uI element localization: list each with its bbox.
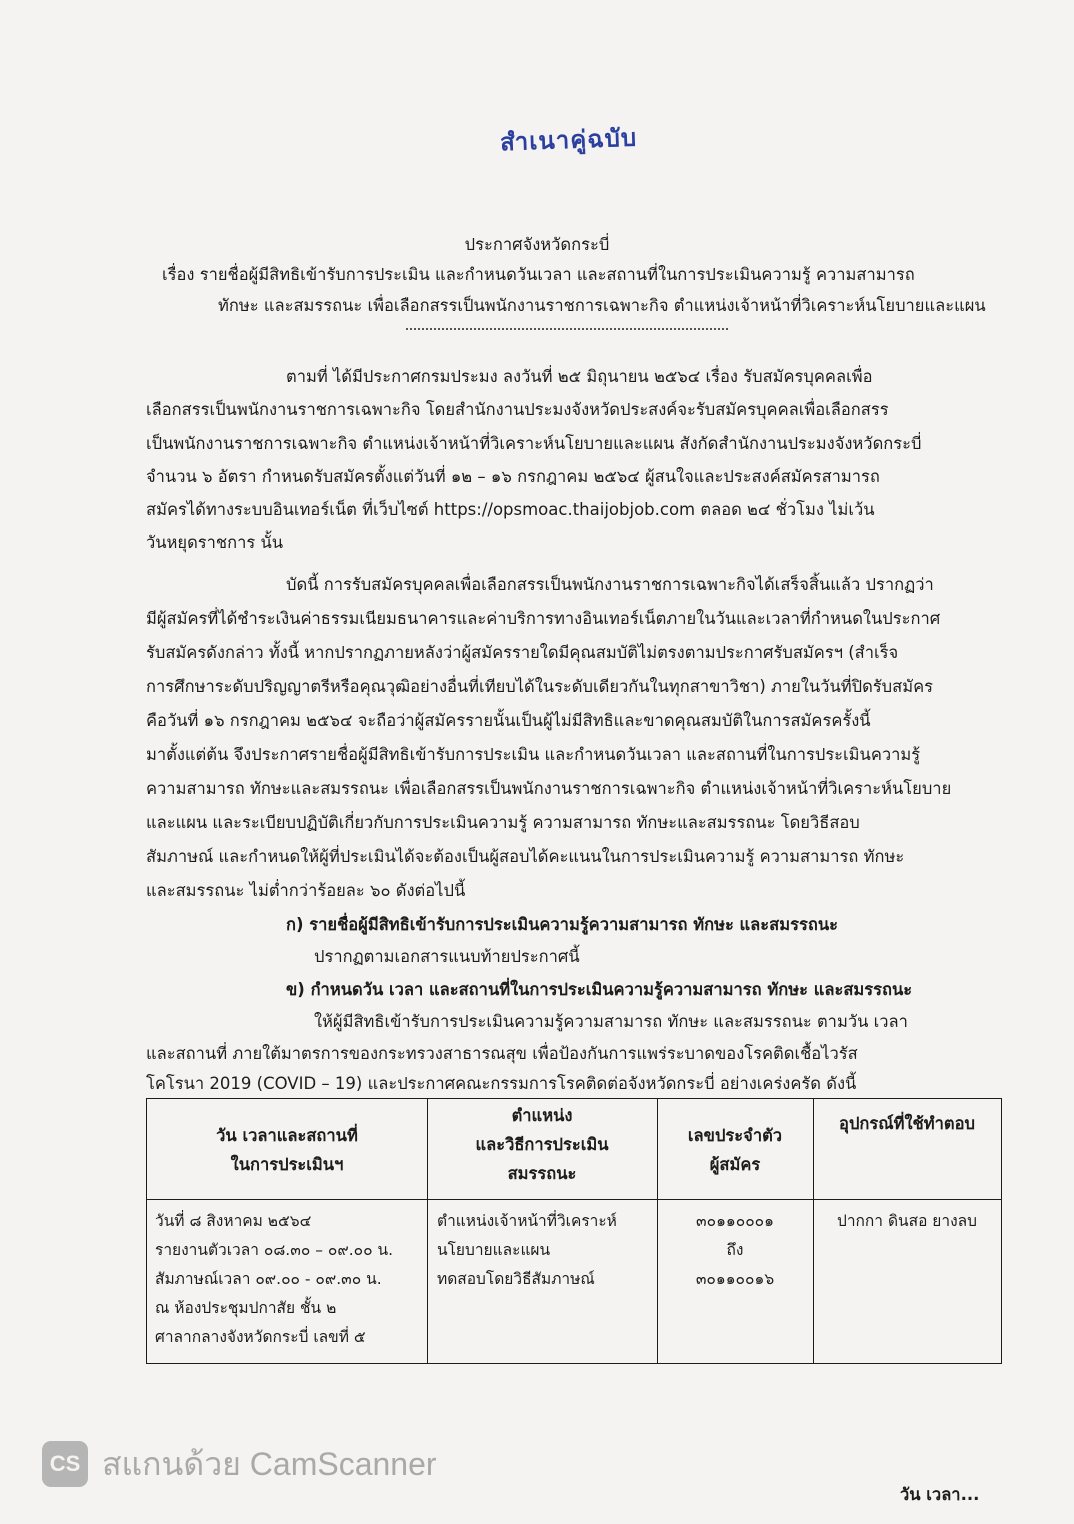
- table-header-applicant-id: เลขประจำตัว ผู้สมัคร: [687, 1126, 783, 1174]
- item-b-line: โคโรนา 2019 (COVID – 19) และประกาศคณะกรรมการโรคติดต่อจังหวัดกระบี่ อย่างเคร่งครัด ดังนี้: [146, 1074, 857, 1093]
- para2-line: รับสมัครดังกล่าว ทั้งนี้ หากปรากฏภายหลังว่าผู้สมัครรายใดมีคุณสมบัติไม่ตรงตามประกาศรับสมัครฯ (สำเร็จ: [146, 643, 899, 662]
- para2-line: สัมภาษณ์ และกำหนดให้ผู้ที่ประเมินได้จะต้องเป็นผู้สอบได้คะแนนในการประเมินความรู้ ความสามารถ ทักษะ: [146, 847, 905, 866]
- para1-line: สมัครได้ทางระบบอินเทอร์เน็ต ที่เว็บไซต์ https://opsmoac.thaijobjob.com ตลอด ๒๔ ชั่วโมง ไม่เว้น: [146, 500, 875, 519]
- table-header-equipment: อุปกรณ์ที่ใช้ทำตอบ: [839, 1114, 975, 1133]
- table-cell-datetime: วันที่ ๘ สิงหาคม ๒๕๖๔ รายงานตัวเวลา ๐๘.๓๐ – ๐๙.๐๐ น. สัมภาษณ์เวลา ๐๙.๐๐ - ๐๙.๓๐ น. ณ ห้องประชุมปกาสัย ชั้น ๒ ศาลากลางจังหวัดกระบี่ เลขที่ ๕: [155, 1212, 393, 1346]
- item-a-detail: ปรากฏตามเอกสารแนบท้ายประกาศนี้: [314, 947, 580, 966]
- next-page-continuation: วัน เวลา...: [900, 1485, 980, 1504]
- dotted-divider: [406, 328, 728, 330]
- para2-line: บัดนี้ การรับสมัครบุคคลเพื่อเลือกสรรเป็นพนักงานราชการเฉพาะกิจได้เสร็จสิ้นแล้ว ปรากฏว่า: [286, 575, 934, 594]
- schedule-table: [146, 1098, 1002, 1364]
- para1-line: เลือกสรรเป็นพนักงานราชการเฉพาะกิจ โดยสำนักงานประมงจังหวัดประสงค์จะรับสมัครบุคคลเพื่อเลือกสรร: [146, 400, 889, 419]
- table-cell-position: ตำแหน่งเจ้าหน้าที่วิเคราะห์ นโยบายและแผน ทดสอบโดยวิธีสัมภาษณ์: [437, 1212, 617, 1288]
- copy-stamp: สำเนาคู่ฉบับ: [499, 122, 638, 157]
- item-a-heading: ก) รายชื่อผู้มีสิทธิเข้ารับการประเมินความรู้ความสามารถ ทักษะ และสมรรถนะ: [286, 915, 838, 934]
- watermark-text: สแกนด้วย CamScanner: [102, 1445, 437, 1482]
- para1-line: วันหยุดราชการ นั้น: [146, 533, 284, 552]
- para2-line: ความสามารถ ทักษะและสมรรถนะ เพื่อเลือกสรรเป็นพนักงานราชการเฉพาะกิจ ตำแหน่งเจ้าหน้าที่วิเคราะห์นโยบาย: [146, 779, 952, 798]
- item-b-heading: ข) กำหนดวัน เวลา และสถานที่ในการประเมินความรู้ความสามารถ ทักษะ และสมรรถนะ: [286, 980, 913, 999]
- table-cell-applicant-id: ๓๐๑๑๐๐๐๑ ถึง ๓๐๑๑๐๐๑๖: [695, 1212, 775, 1288]
- para2-line: และแผน และระเบียบปฏิบัติเกี่ยวกับการประเมินความรู้ ความสามารถ ทักษะและสมรรถนะ โดยวิธีสอบ: [146, 813, 860, 832]
- subject-line-2: ทักษะ และสมรรถนะ เพื่อเลือกสรรเป็นพนักงานราชการเฉพาะกิจ ตำแหน่งเจ้าหน้าที่วิเคราะห์นโยบายและแผน: [218, 296, 986, 315]
- camscanner-logo-icon: CS: [42, 1441, 88, 1487]
- item-b-line: ให้ผู้มีสิทธิเข้ารับการประเมินความรู้ความสามารถ ทักษะ และสมรรถนะ ตามวัน เวลา: [314, 1012, 908, 1031]
- para1-line: จำนวน ๖ อัตรา กำหนดรับสมัครตั้งแต่วันที่ ๑๒ – ๑๖ กรกฎาคม ๒๕๖๔ ผู้สนใจและประสงค์สมัครสามารถ: [146, 467, 880, 486]
- item-b-line: และสถานที่ ภายใต้มาตรการของกระทรวงสาธารณสุข เพื่อป้องกันการแพร่ระบาดของโรคติดเชื้อไวรัส: [146, 1044, 858, 1063]
- announcement-title: ประกาศจังหวัดกระบี่: [464, 235, 610, 254]
- table-divider: [147, 1199, 1001, 1200]
- para2-line: การศึกษาระดับปริญญาตรีหรือคุณวุฒิอย่างอื่นที่เทียบได้ในระดับเดียวกันในทุกสาขาวิชา) ภายในวันที่ปิดรับสมัคร: [146, 677, 933, 696]
- para1-line: ตามที่ ได้มีประกาศกรมประมง ลงวันที่ ๒๕ มิถุนายน ๒๕๖๔ เรื่อง รับสมัครบุคคลเพื่อ: [286, 367, 873, 386]
- para2-line: มาตั้งแต่ต้น จึงประกาศรายชื่อผู้มีสิทธิเข้ารับการประเมิน และกำหนดวันเวลา และสถานที่ในการประเมินความรู้: [146, 745, 921, 764]
- subject-line-1: เรื่อง รายชื่อผู้มีสิทธิเข้ารับการประเมิน และกำหนดวันเวลา และสถานที่ในการประเมินความรู้ ความสามารถ: [162, 265, 915, 284]
- table-cell-equipment: ปากกา ดินสอ ยางลบ: [837, 1212, 977, 1230]
- para2-line: คือวันที่ ๑๖ กรกฎาคม ๒๕๖๔ จะถือว่าผู้สมัครรายนั้นเป็นผู้ไม่มีสิทธิและขาดคุณสมบัติในการสมัครครั้งนี้: [146, 711, 871, 730]
- table-header-position: ตำแหน่ง และวิธีการประเมิน สมรรถนะ: [475, 1106, 609, 1183]
- table-header-datetime: วัน เวลาและสถานที่ ในการประเมินฯ: [216, 1126, 358, 1174]
- para2-line: และสมรรถนะ ไม่ต่ำกว่าร้อยละ ๖๐ ดังต่อไปนี้: [146, 881, 466, 900]
- para1-line: เป็นพนักงานราชการเฉพาะกิจ ตำแหน่งเจ้าหน้าที่วิเคราะห์นโยบายและแผน สังกัดสำนักงานประมงจังหวัดกระบี่: [146, 434, 922, 453]
- para2-line: มีผู้สมัครที่ได้ชำระเงินค่าธรรมเนียมธนาคารและค่าบริการทางอินเทอร์เน็ตภายในวันและเวลาที่กำหนดในประกาศ: [146, 609, 941, 628]
- camscanner-watermark: [42, 1440, 437, 1488]
